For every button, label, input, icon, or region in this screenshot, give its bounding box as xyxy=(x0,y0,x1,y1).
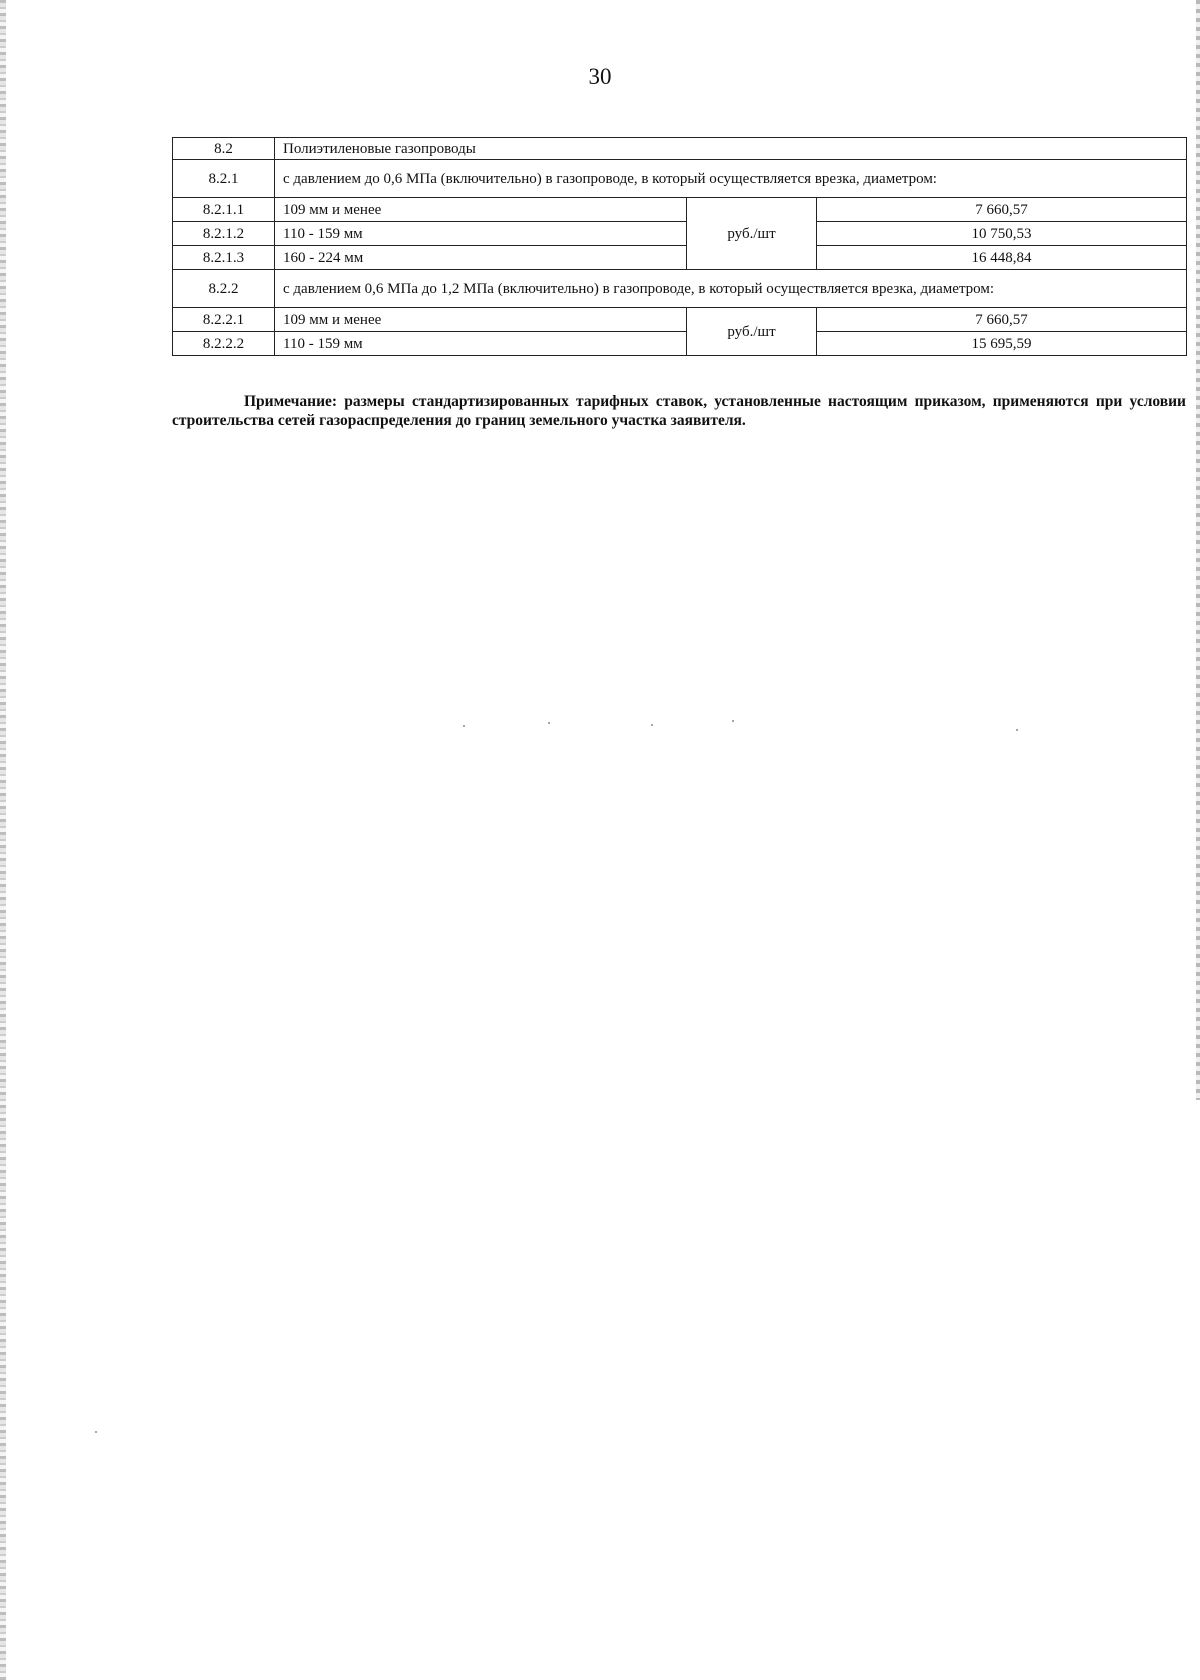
scan-speck xyxy=(548,722,550,724)
scan-speck xyxy=(95,1431,97,1433)
row-code: 8.2.2.1 xyxy=(173,308,275,332)
table-row xyxy=(173,332,1187,356)
scan-edge-right xyxy=(1196,0,1200,1100)
group-description: с давлением до 0,6 МПа (включительно) в газопроводе, в который осуществляется врезка, диаметром: xyxy=(275,160,1187,198)
table-row-section xyxy=(173,138,1187,160)
group-code: 8.2.2 xyxy=(173,270,275,308)
row-diameter: 160 - 224 мм xyxy=(275,246,687,270)
footnote: Примечание: размеры стандартизированных тарифных ставок, установленные настоящим приказом, применяются при условии строительства сетей газораспределения до границ земельного участка заявителя. xyxy=(172,393,1186,429)
section-title: Полиэтиленовые газопроводы xyxy=(275,138,1187,160)
scan-speck xyxy=(463,725,465,727)
section-code: 8.2 xyxy=(173,138,275,160)
row-diameter: 110 - 159 мм xyxy=(275,222,687,246)
row-code: 8.2.1.2 xyxy=(173,222,275,246)
group-description: с давлением 0,6 МПа до 1,2 МПа (включительно) в газопроводе, в который осуществляется врезка, диаметром: xyxy=(275,270,1187,308)
row-unit: руб./шт xyxy=(687,198,817,270)
row-code: 8.2.2.2 xyxy=(173,332,275,356)
row-value: 16 448,84 xyxy=(817,246,1187,270)
table-row xyxy=(173,198,1187,222)
row-value: 7 660,57 xyxy=(817,198,1187,222)
scan-speck xyxy=(732,720,734,722)
row-code: 8.2.1.1 xyxy=(173,198,275,222)
scan-speck xyxy=(1016,729,1018,731)
scan-edge-left xyxy=(0,0,6,1680)
table-row xyxy=(173,246,1187,270)
row-value: 7 660,57 xyxy=(817,308,1187,332)
row-unit: руб./шт xyxy=(687,308,817,356)
table-row xyxy=(173,308,1187,332)
row-code: 8.2.1.3 xyxy=(173,246,275,270)
table-row-group-header xyxy=(173,270,1187,308)
row-value: 10 750,53 xyxy=(817,222,1187,246)
row-diameter: 109 мм и менее xyxy=(275,198,687,222)
row-diameter: 110 - 159 мм xyxy=(275,332,687,356)
row-value: 15 695,59 xyxy=(817,332,1187,356)
scan-speck xyxy=(651,724,653,726)
table-row xyxy=(173,222,1187,246)
tariff-table xyxy=(172,137,1187,356)
page-number: 30 xyxy=(588,64,612,89)
row-diameter: 109 мм и менее xyxy=(275,308,687,332)
table-row-group-header xyxy=(173,160,1187,198)
group-code: 8.2.1 xyxy=(173,160,275,198)
